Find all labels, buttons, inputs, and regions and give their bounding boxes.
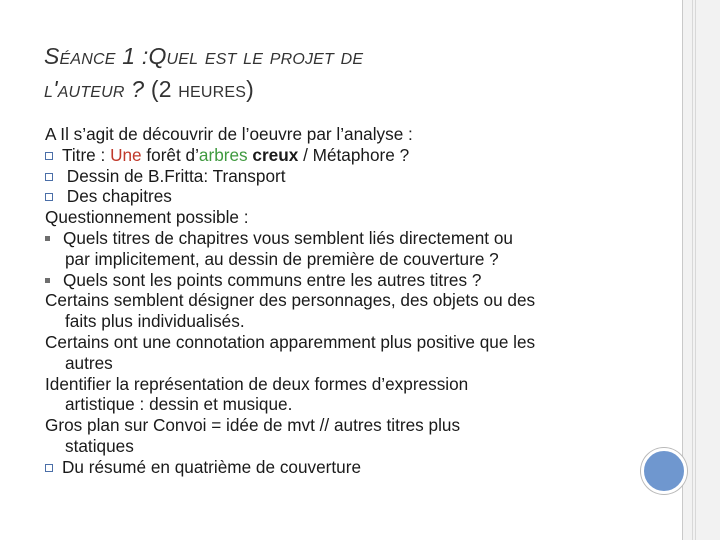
paragraph-1-continuation: faits plus individualisés.: [65, 311, 245, 332]
paragraph-4: Gros plan sur Convoi = idée de mvt // autres titres plus: [45, 415, 461, 436]
item-text: Du résumé en quatrième de couverture: [62, 456, 362, 477]
decorative-circle: [641, 448, 687, 494]
title-part: Séance 1 :: [44, 43, 149, 69]
highlight-bold: creux: [252, 144, 299, 165]
item-text: / Métaphore ?: [298, 144, 410, 165]
item-text: Quels sont les points communs entre les autres titres ?: [63, 269, 482, 290]
question-2: [45, 270, 635, 291]
list-item-resume: [45, 457, 635, 478]
box-bullet-icon: [45, 152, 53, 160]
paragraph-3-continuation: artistique : dessin et musique.: [65, 394, 293, 415]
box-bullet-icon: [45, 173, 53, 181]
title-line-2: [44, 73, 624, 106]
question-1: [45, 228, 635, 249]
box-bullet-icon: [45, 464, 53, 472]
title-duration: (2 heures): [150, 76, 255, 102]
list-item-chapitres: [45, 186, 635, 207]
title-part: l'auteur ?: [44, 76, 145, 102]
slide-title: [44, 40, 624, 106]
item-text: forêt d’: [141, 144, 199, 165]
questionnement-heading: Questionnement possible :: [45, 207, 249, 228]
list-item-dessin: [45, 166, 635, 187]
question-1-continuation: par implicitement, au dessin de première de couverture ?: [65, 248, 499, 269]
paragraph-3: Identifier la représentation de deux formes d’expression: [45, 373, 469, 394]
highlight-red: Une: [110, 144, 142, 165]
intro-text: A Il s’agit de découvrir de l’oeuvre par l’analyse :: [45, 124, 413, 144]
margin-rule: [692, 0, 693, 540]
margin-rule: [695, 0, 696, 540]
paragraph-4-continuation: statiques: [65, 435, 134, 456]
square-bullet-icon: [45, 236, 50, 241]
item-text: Quels titres de chapitres vous semblent liés directement ou: [63, 227, 513, 248]
slide-body: [45, 124, 635, 478]
right-margin-band: [682, 0, 720, 540]
title-line-1: [44, 40, 624, 73]
paragraph-1: Certains semblent désigner des personnages, des objets ou des: [45, 290, 536, 311]
paragraph-2-continuation: autres: [65, 352, 113, 373]
title-part: Quel est le projet de: [148, 43, 364, 69]
paragraph-2: Certains ont une connotation apparemment plus positive que les: [45, 331, 536, 352]
item-text: Dessin de B.Fritta: Transport: [62, 165, 286, 186]
item-text: Titre :: [62, 144, 111, 165]
highlight-green: arbres: [198, 144, 248, 165]
list-item-title: [45, 145, 635, 166]
square-bullet-icon: [45, 278, 50, 283]
box-bullet-icon: [45, 193, 53, 201]
item-text: Des chapitres: [62, 186, 172, 207]
